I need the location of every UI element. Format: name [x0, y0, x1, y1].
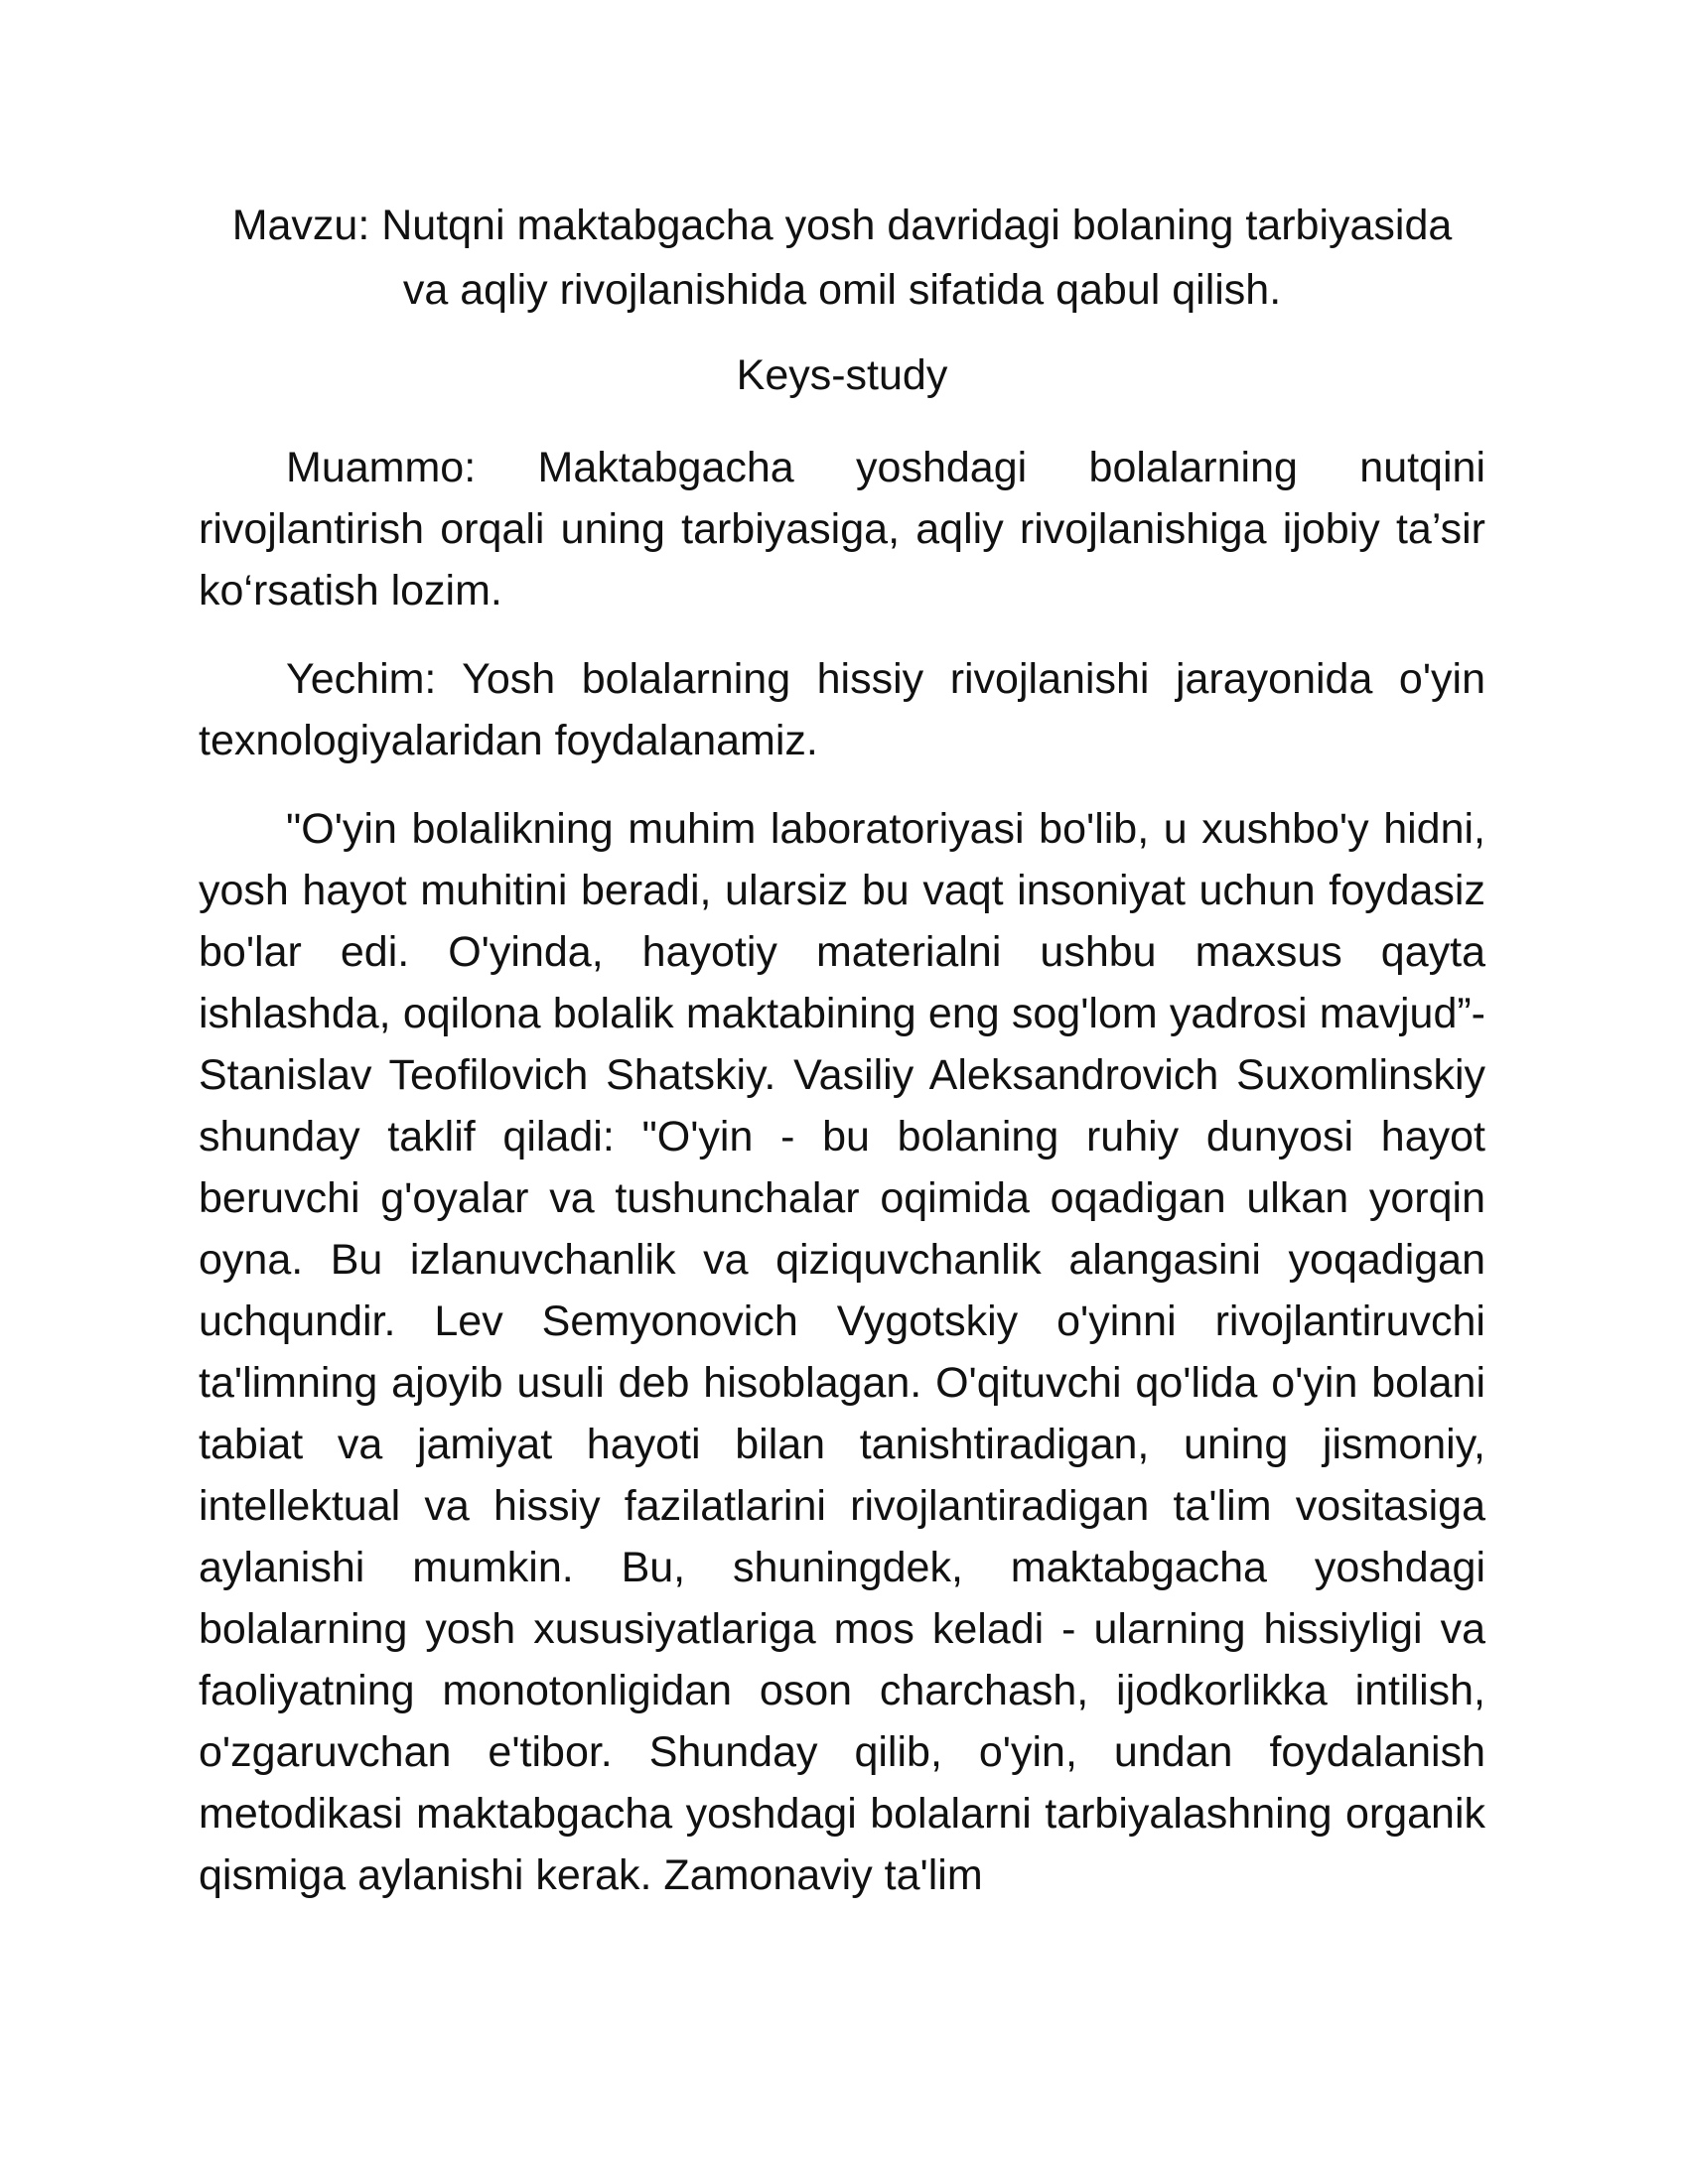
title-line-1: Mavzu: Nutqni maktabgacha yosh davridagi bolaning tarbiyasida [231, 202, 1453, 249]
paragraph-body: "O'yin bolalikning muhim laboratoriyasi bo'lib, u xushbo'y hidni, yosh hayot muhitini beradi, ularsiz bu vaqt insoniyat uchun foydasiz bo'lar edi. O'yinda, hayotiy materialni ushbu maxsus qayta ishlashda, oqilona bolalik maktabining eng sog'lom yadrosi mavjud”- Stanislav Teofilovich Shatskiy. Vasiliy Aleksandrovich Suxomlinskiy shunday taklif qiladi: "O'yin - bu bolaning ruhiy dunyosi hayot beruvchi g'oyalar va tushunchalar oqimida oqadigan ulkan yorqin oyna. Bu izlanuvchanlik va qiziquvchanlik alangasini yoqadigan uchqundir. Lev Semyonovich Vygotskiy o'yinni rivojlantiruvchi ta'limning ajoyib usuli deb hisoblagan. O'qituvchi qo'lida o'yin bolani tabiat va jamiyat hayoti bilan tanishtiradigan, uning jismoniy, intellektual va hissiy fazilatlarini rivojlantiradigan ta'lim vositasiga aylanishi mumkin. Bu, shuningdek, maktabgacha yoshdagi bolalarning yosh xususiyatlariga mos keladi - ularning hissiyligi va faoliyatning monotonligidan oson charchash, ijodkorlikka intilish, o'zgaruvchan e'tibor. Shunday qilib, o'yin, undan foydalanish metodikasi maktabgacha yoshdagi bolalarni tarbiyalashning organik qismiga aylanishi kerak. Zamonaviy ta'lim [199, 805, 1485, 1899]
paragraph-solution: Yechim: Yosh bolalarning hissiy rivojlanishi jarayonida o'yin texnologiyalaridan foydalanamiz. [199, 655, 1485, 764]
document-title [199, 194, 1485, 323]
document-subtitle: Keys-study [736, 351, 948, 399]
paragraph-problem: Muammo: Maktabgacha yoshdagi bolalarning nutqini rivojlantirish orqali uning tarbiyasiga, aqliy rivojlanishiga ijobiy ta’sir ko‘rsatish lozim. [199, 444, 1485, 614]
title-line-2: va aqliy rivojlanishida omil sifatida qabul qilish. [402, 266, 1282, 314]
